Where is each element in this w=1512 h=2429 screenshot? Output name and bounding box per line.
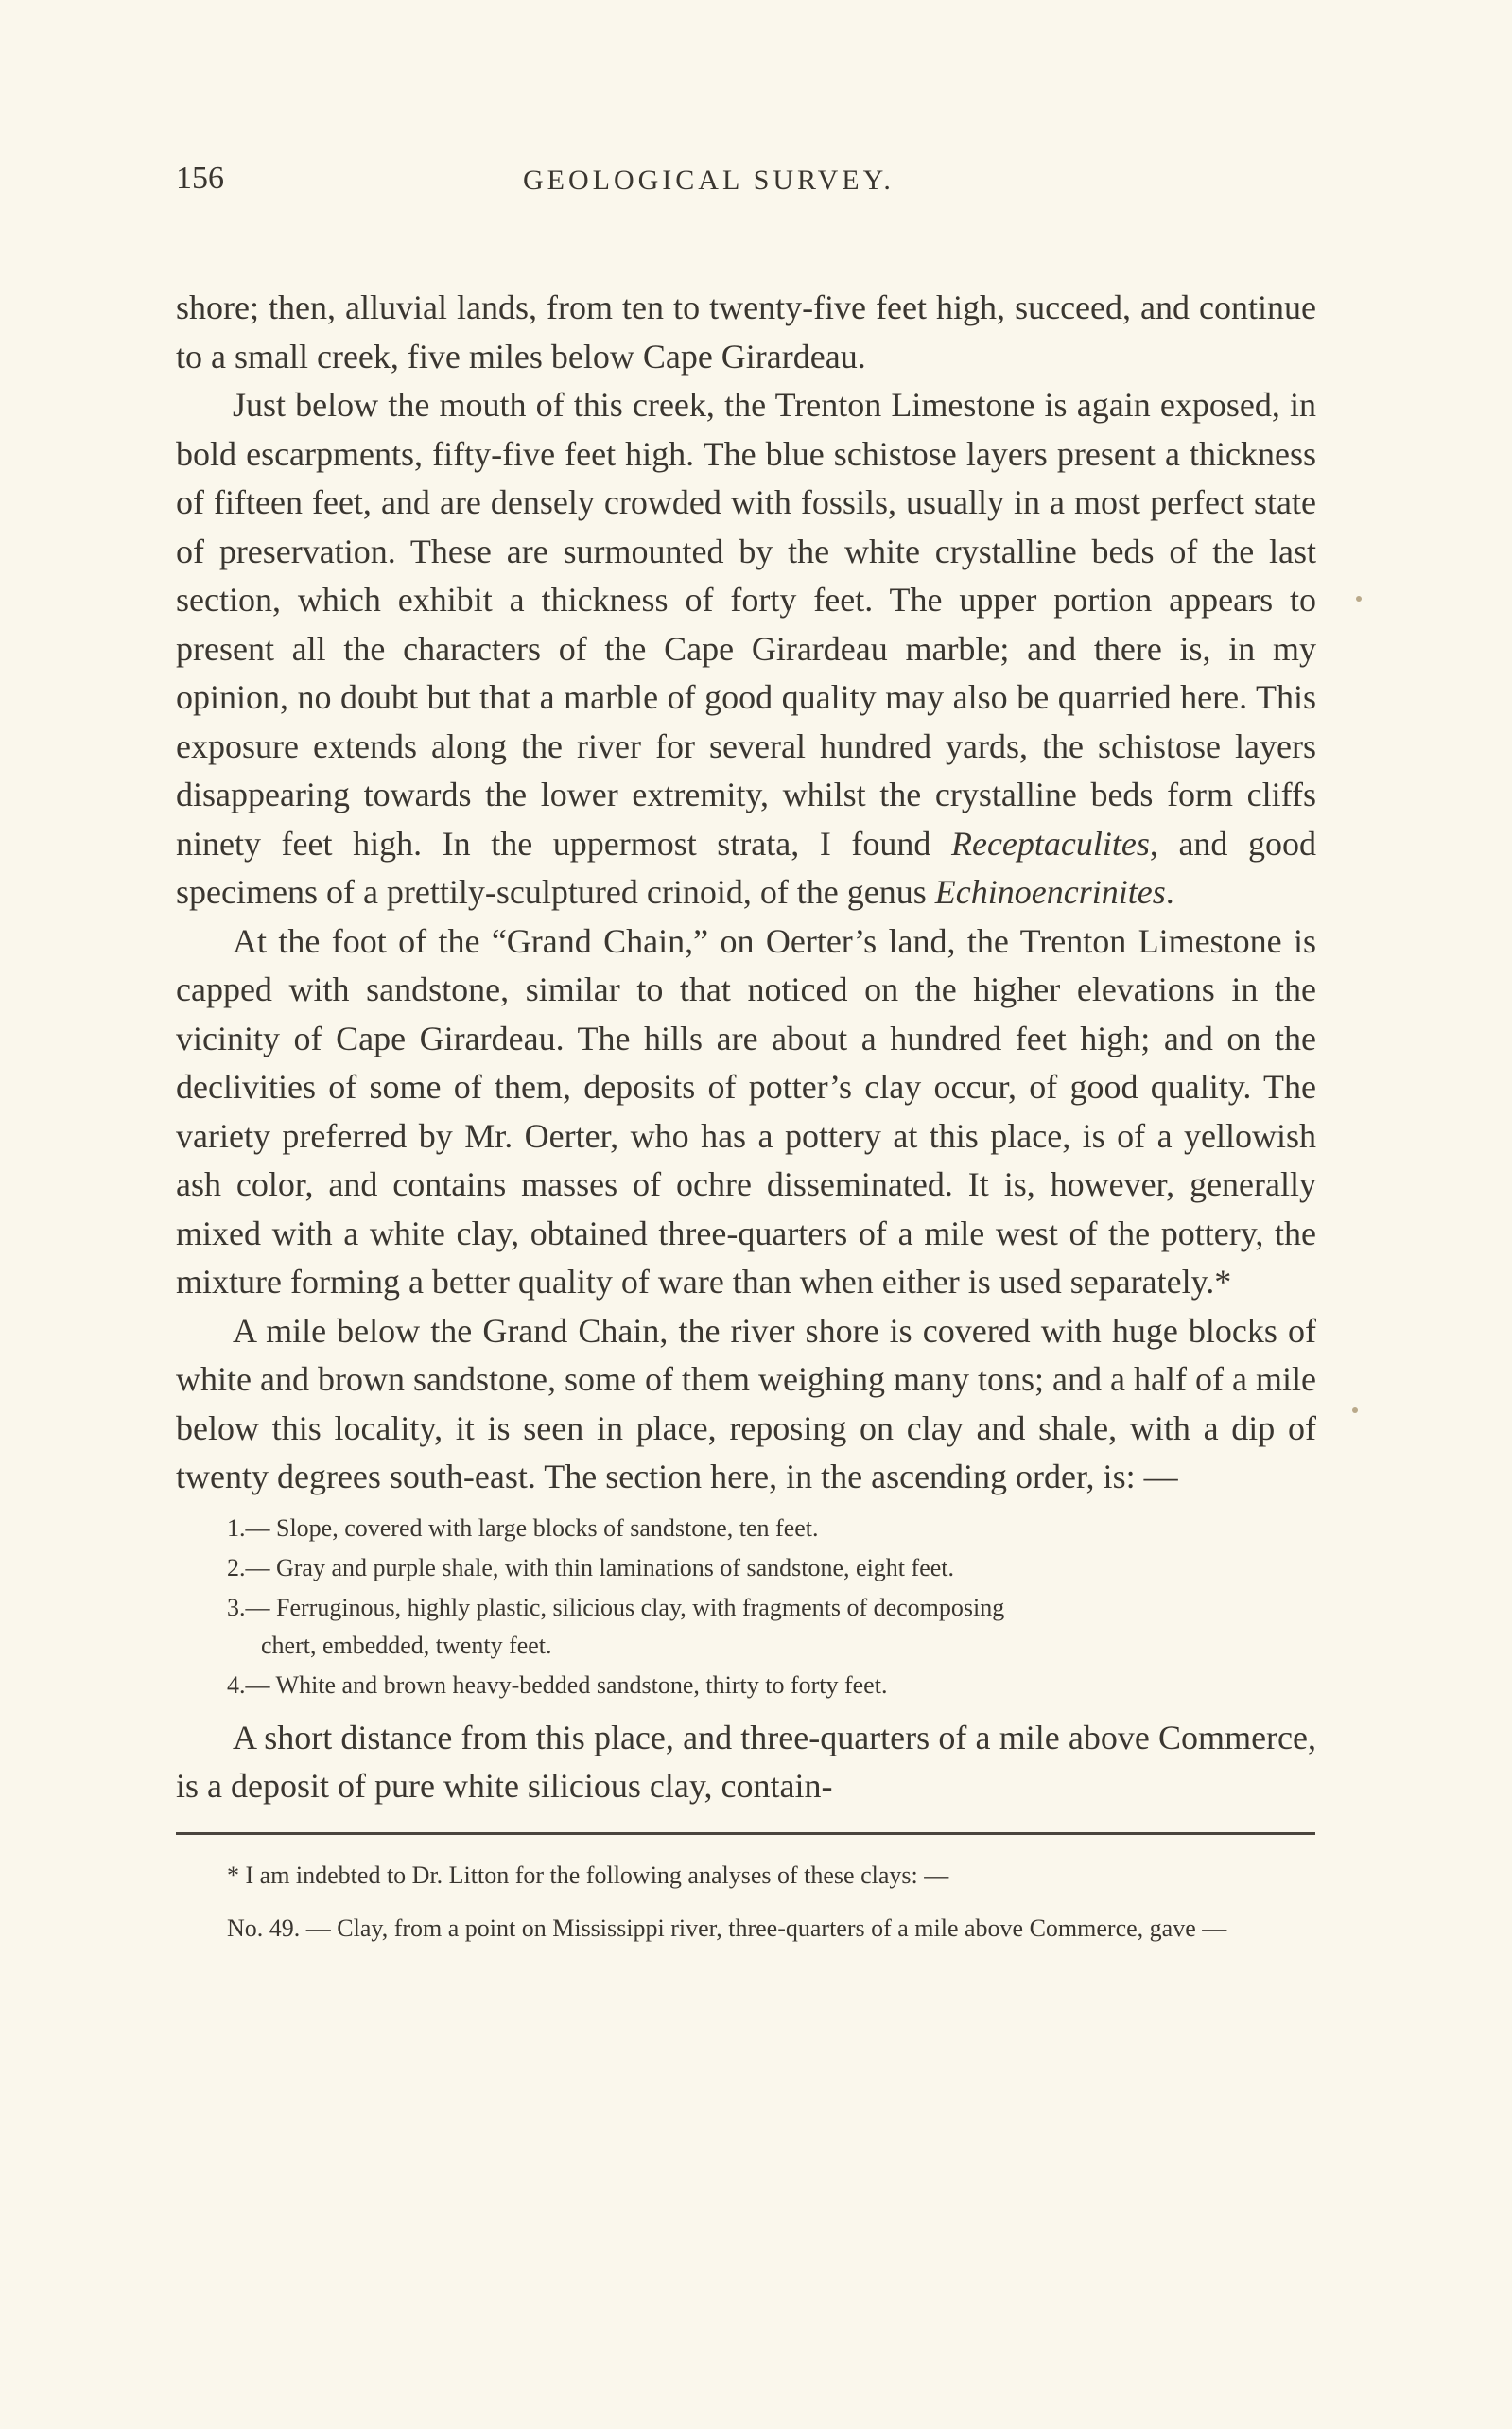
italic-term: Receptaculites — [950, 824, 1150, 863]
paragraph — [176, 1307, 1316, 1502]
section-list — [176, 1510, 1316, 1704]
text-run: Just below the mouth of this creek, the Trenton Limestone is again exposed, in bold escarpments, fifty-five feet high. The blue schistose layers present a thickness of fifteen feet, and are densely crowded with fossils, usually in a most perfect state of preservation. These are surmounted by the white crystalline beds of the last section, which exhibit a thickness of forty feet. The upper portion appears to present all the characters of the Cape Girardeau marble; and there is, in my opinion, no doubt but that a marble of good quality may also be quarried here. This exposure extends along the river for several hundred yards, the schistose layers disappearing towards the lower extremity, whilst the crystalline beds form cliffs ninety feet high. In the uppermost strata, I found — [176, 386, 1316, 863]
text-run: A mile below the Grand Chain, the river shore is covered with huge blocks of white and brown sandstone, some of them weighing many tons; and a half of a mile below this locality, it is seen in place, reposing on clay and shale, with a dip of twenty degrees south-east. The section here, in the ascending order, is: — — [176, 1311, 1316, 1495]
footnote: * I am indebted to Dr. Litton for the following analyses of these clays: — — [227, 1861, 949, 1889]
section-item-continuation: chert, embedded, twenty feet. — [261, 1631, 552, 1659]
section-item-text: White and brown heavy-bedded sandstone, thirty to forty feet. — [269, 1670, 888, 1699]
section-item-text: Ferruginous, highly plastic, silicious clay, with fragments of decomposing — [269, 1593, 1005, 1621]
paragraph — [176, 381, 1316, 917]
closing-paragraph: A short distance from this place, and three-quarters of a mile above Commerce, is a deposit of pure white silicious clay, contain- — [176, 1718, 1316, 1805]
section-item — [176, 1589, 1316, 1665]
book-page — [176, 161, 1316, 1962]
running-head — [176, 161, 1316, 208]
italic-term: Echinoencrinites — [934, 873, 1166, 911]
paragraph — [176, 917, 1316, 1307]
footnote-rule — [176, 1832, 1315, 1835]
section-item — [176, 1510, 1316, 1547]
section-item-text: Slope, covered with large blocks of sandstone, ten feet. — [269, 1513, 819, 1542]
section-item-number: 1.— — [227, 1513, 270, 1542]
running-title: GEOLOGICAL SURVEY. — [523, 165, 895, 196]
paragraphs — [176, 284, 1316, 1502]
section-item-number: 2.— — [227, 1553, 270, 1581]
text-run: At the foot of the “Grand Chain,” on Oerter’s land, the Trenton Limestone is capped with sandstone, similar to that noticed on the higher elevations in the vicinity of Cape Girardeau. The hills are about a hundred feet high; and on the declivities of some of them, deposits of potter’s clay occur, of good quality. The variety preferred by Mr. Oerter, who has a pottery at this place, is of a yellowish ash color, and contains masses of ochre disseminated. It is, however, generally mixed with a white clay, obtained three-quarters of a mile west of the pottery, the mixture forming a better quality of ware than when either is used separately.* — [176, 921, 1316, 1301]
margin-speck — [1352, 1407, 1358, 1413]
text-run: shore; then, alluvial lands, from ten to twenty-five feet high, succeed, and continue to a small creek, five miles below Cape Girardeau. — [176, 288, 1316, 376]
footnotes — [176, 1856, 1316, 1948]
section-item-number: 3.— — [227, 1593, 270, 1621]
footnote: No. 49. — Clay, from a point on Mississippi river, three-quarters of a mile above Commerce, gave — — [227, 1913, 1227, 1942]
text-run: . — [1165, 873, 1174, 911]
section-item-number: 4.— — [227, 1670, 270, 1699]
body-text — [176, 284, 1316, 1811]
section-item — [176, 1549, 1316, 1587]
paragraph — [176, 284, 1316, 381]
section-item-text: Gray and purple shale, with thin laminations of sandstone, eight feet. — [269, 1553, 954, 1581]
page-number: 156 — [176, 161, 224, 196]
margin-speck — [1356, 596, 1362, 602]
text-run: , and good specimens of a prettily-sculptured crinoid, of the genus — [176, 824, 1316, 911]
section-item — [176, 1667, 1316, 1704]
